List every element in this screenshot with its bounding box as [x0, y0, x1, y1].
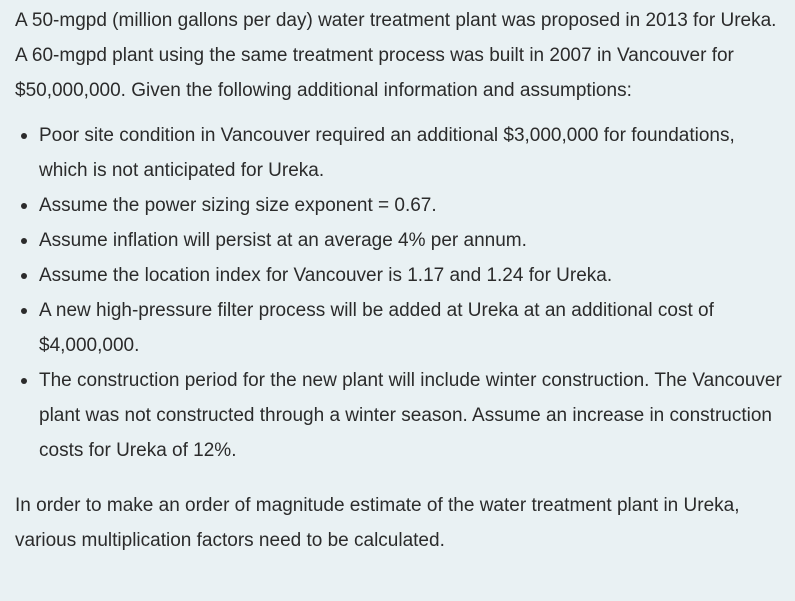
outro-paragraph: In order to make an order of magnitude estimate of the water treatment plant in Ureka, various multiplication factors need to be calculated. — [15, 495, 740, 551]
intro-paragraph: A 50-mgpd (million gallons per day) water treatment plant was proposed in 2013 for Ureka. A 60-mgpd plant using the same treatment process was built in 2007 in Vancouver for $50,000,000. Given the following additional information and assumptions: — [15, 10, 777, 101]
problem-statement — [15, 3, 785, 558]
assumptions-list — [15, 118, 785, 468]
assumption-site-condition: Poor site condition in Vancouver required an additional $3,000,000 for foundations, which is not anticipated for Ureka. — [15, 118, 785, 188]
assumption-winter-construction: The construction period for the new plant will include winter construction. The Vancouver plant was not constructed through a winter season. Assume an increase in construction costs for Ureka of 12%. — [15, 363, 785, 468]
assumption-inflation: Assume inflation will persist at an average 4% per annum. — [15, 223, 785, 258]
assumption-location-index: Assume the location index for Vancouver is 1.17 and 1.24 for Ureka. — [15, 258, 785, 293]
assumption-sizing-exponent: Assume the power sizing size exponent = 0.67. — [15, 188, 785, 223]
assumption-filter-process: A new high-pressure filter process will be added at Ureka at an additional cost of $4,000,000. — [15, 293, 785, 363]
